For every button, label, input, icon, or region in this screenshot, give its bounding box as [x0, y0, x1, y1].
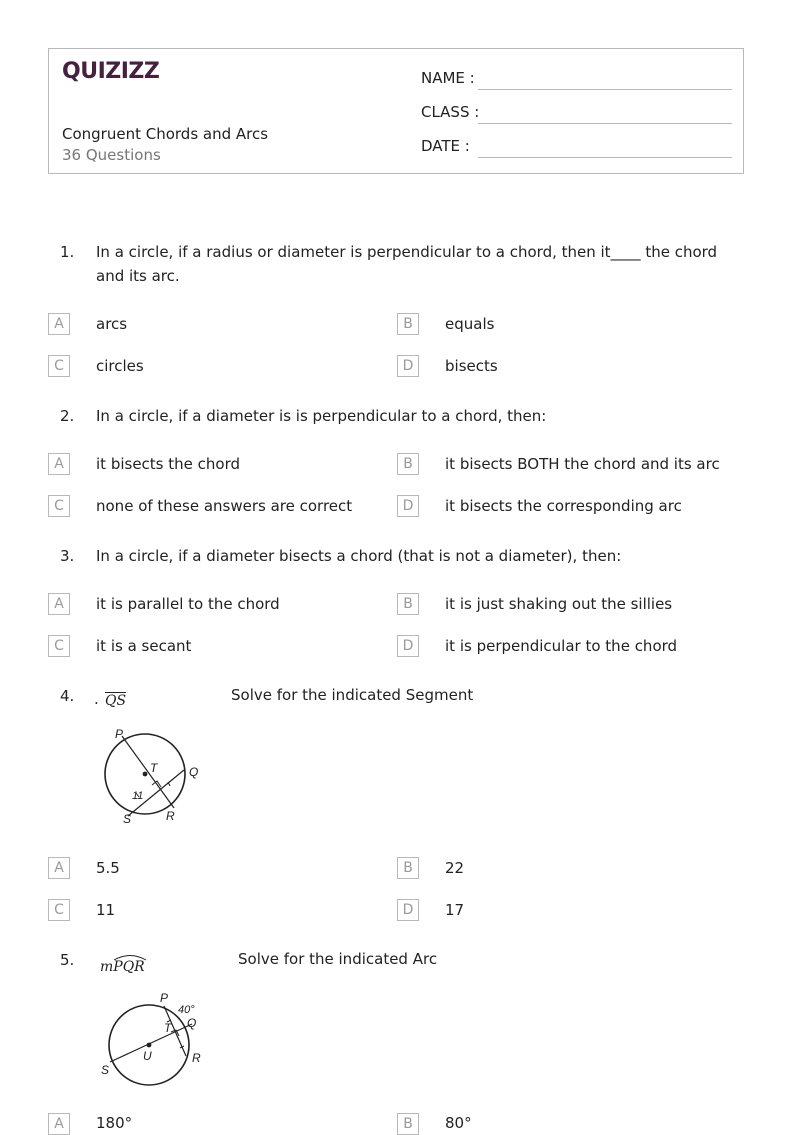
label-length: 11	[132, 790, 144, 802]
date-label: DATE :	[421, 137, 470, 155]
label-angle: 40°	[178, 1004, 195, 1016]
question-text: In a circle, if a diameter bisects a chord (that is not a diameter), then:	[96, 547, 622, 565]
question-text: In a circle, if a diameter is is perpendicular to a chord, then:	[96, 407, 547, 425]
circle-arc-diagram	[96, 992, 212, 1092]
label-s: S	[101, 1063, 110, 1077]
label-r: R	[192, 1051, 201, 1065]
quizizz-logo: QUIZIZZ	[62, 59, 160, 84]
label-r: R	[166, 809, 175, 823]
question-number: 5.	[60, 951, 75, 969]
label-t: T	[164, 1021, 172, 1035]
label-q: Q	[189, 765, 199, 779]
label-p: P	[160, 992, 169, 1005]
label-q: Q	[187, 1016, 197, 1030]
label-p: P	[115, 727, 124, 741]
worksheet-title: Congruent Chords and Arcs	[62, 125, 269, 143]
name-label: NAME :	[421, 69, 475, 87]
option-text: circles	[96, 357, 144, 375]
option-letter[interactable]: D	[397, 355, 419, 377]
option-letter[interactable]: B	[397, 453, 419, 475]
option-text: it bisects the corresponding arc	[445, 497, 682, 515]
option-text: it is perpendicular to the chord	[445, 637, 678, 655]
option-letter[interactable]: D	[397, 635, 419, 657]
label-t: T	[150, 761, 158, 775]
option-text: it is just shaking out the sillies	[445, 595, 673, 613]
option-letter[interactable]: D	[397, 899, 419, 921]
label-u: U	[143, 1049, 152, 1063]
question-text: Solve for the indicated Arc	[238, 950, 438, 968]
name-field[interactable]	[478, 89, 732, 90]
worksheet-header	[48, 48, 744, 174]
option-text: 180°	[96, 1114, 133, 1132]
option-letter[interactable]: C	[48, 355, 70, 377]
option-text: 5.5	[96, 859, 120, 877]
option-letter[interactable]: C	[48, 495, 70, 517]
question-number: 4.	[60, 687, 75, 705]
question-number: 1.	[60, 243, 75, 261]
option-text: 17	[445, 901, 465, 919]
option-text: 80°	[445, 1114, 472, 1132]
option-text: none of these answers are correct	[96, 497, 353, 515]
option-letter[interactable]: B	[397, 313, 419, 335]
class-label: CLASS :	[421, 103, 480, 121]
option-letter[interactable]: A	[48, 857, 70, 879]
label-s: S	[123, 812, 132, 826]
option-letter[interactable]: B	[397, 593, 419, 615]
option-text: 22	[445, 859, 465, 877]
option-letter[interactable]: B	[397, 857, 419, 879]
option-text: it bisects BOTH the chord and its arc	[445, 455, 720, 473]
option-text: bisects	[445, 357, 498, 375]
option-text: arcs	[96, 315, 128, 333]
option-text: 11	[96, 901, 116, 919]
option-letter[interactable]: A	[48, 1113, 70, 1135]
date-field[interactable]	[478, 157, 732, 158]
arc-notation: mPQR	[100, 959, 145, 975]
option-letter[interactable]: C	[48, 899, 70, 921]
option-letter[interactable]: A	[48, 593, 70, 615]
question-text: In a circle, if a radius or diameter is perpendicular to a chord, then it____ the chord and its arc.	[96, 243, 718, 285]
question-number: 3.	[60, 547, 75, 565]
option-letter[interactable]: A	[48, 313, 70, 335]
option-letter[interactable]: B	[397, 1113, 419, 1135]
option-text: equals	[445, 315, 495, 333]
class-field[interactable]	[478, 123, 732, 124]
math-prefix: .	[94, 690, 99, 708]
circle-chord-diagram	[96, 724, 216, 832]
option-text: it is parallel to the chord	[96, 595, 280, 613]
option-text: it bisects the chord	[96, 455, 241, 473]
option-text: it is a secant	[96, 637, 192, 655]
option-letter[interactable]: C	[48, 635, 70, 657]
option-letter[interactable]: A	[48, 453, 70, 475]
option-letter[interactable]: D	[397, 495, 419, 517]
segment-notation: QS	[105, 693, 127, 709]
question-number: 2.	[60, 407, 75, 425]
question-text: Solve for the indicated Segment	[231, 686, 474, 704]
question-count: 36 Questions	[62, 146, 161, 164]
